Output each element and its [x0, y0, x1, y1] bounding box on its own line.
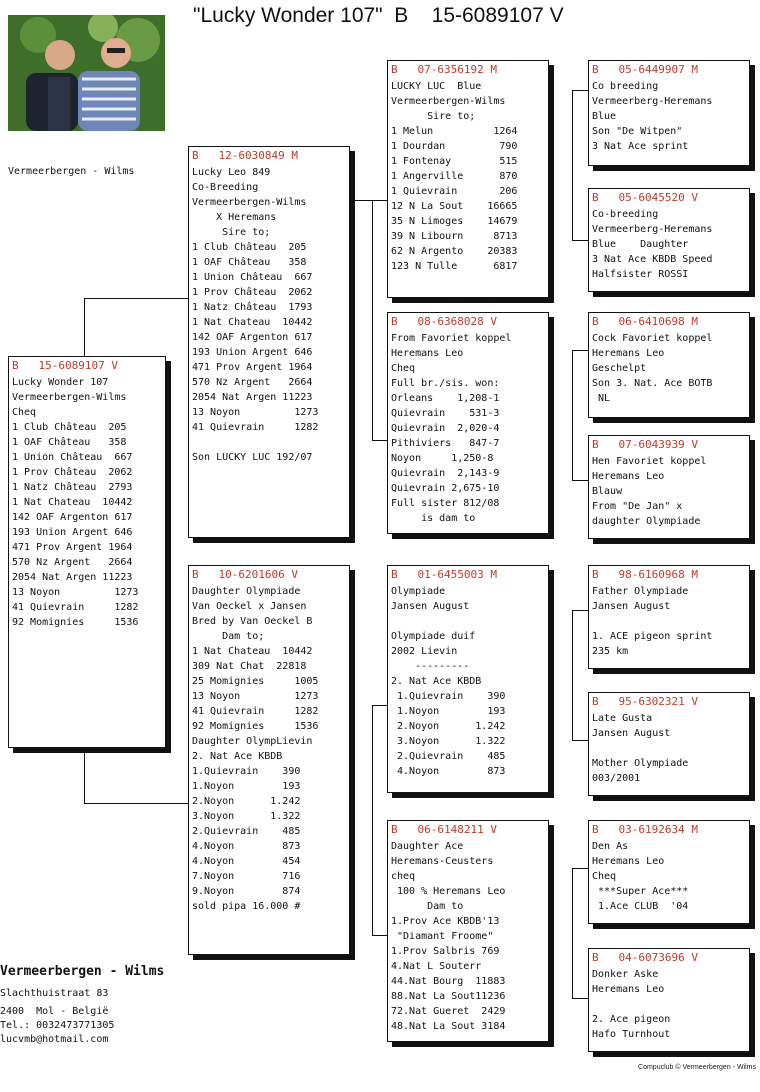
pedigree-box-sire [188, 146, 350, 538]
pedigree-line: Olympiade [391, 586, 446, 597]
pedigree-line: Sire to; [391, 111, 476, 122]
pedigree-line: Blue [592, 111, 617, 122]
pedigree-line: Cheq [12, 407, 37, 418]
pedigree-box-sss [588, 60, 750, 166]
pedigree-line: Lucky Wonder 107 [12, 377, 109, 388]
connector-dam-dd [372, 935, 388, 937]
pedigree-line: 1.Quievrain 390 [391, 691, 506, 702]
pedigree-line: 2.Noyon 1.242 [192, 796, 301, 807]
connector-main-dam [84, 747, 189, 804]
pedigree-line: Full sister 812/08 [391, 498, 500, 509]
pedigree-line: 1 Club Château 205 [12, 422, 127, 433]
pedigree-line: 1 Nat Chateau 10442 [192, 646, 313, 657]
pedigree-box-sds [588, 312, 750, 418]
ring-number: B 95-6302321 V [592, 695, 698, 708]
ring-number: B 08-6368028 V [391, 315, 497, 328]
pedigree-line [391, 614, 545, 629]
pedigree-line: 471 Prov Argent 1964 [192, 362, 313, 373]
ring-number: B 05-6045520 V [592, 191, 698, 204]
pedigree-line: 142 OAF Argenton 617 [192, 332, 313, 343]
pedigree-line: Donker Aske [592, 969, 659, 980]
pedigree-line: 62 N Argento 20383 [391, 246, 518, 257]
pedigree-line: Bred by Van Oeckel B [192, 616, 313, 627]
pedigree-line: 1 OAF Château 358 [12, 437, 127, 448]
pedigree-line: 1 OAF Château 358 [192, 257, 307, 268]
connector-ss-sss [572, 90, 588, 92]
pedigree-line: 1 Natz Château 2793 [12, 482, 133, 493]
pedigree-line: Vermeerbergen-Wilms [391, 96, 506, 107]
pedigree-line: Daughter Olympiade [192, 586, 301, 597]
pedigree-line: 13 Noyon 1273 [12, 587, 139, 598]
pedigree-line: 1.Noyon 193 [192, 781, 301, 792]
pedigree-line: Dam to [391, 901, 464, 912]
pedigree-line: 1 Union Château 667 [192, 272, 313, 283]
pedigree-line: Lucky Leo 849 [192, 167, 271, 178]
pedigree-line: Cheq [592, 871, 617, 882]
connector-sire-sd [372, 440, 388, 442]
pedigree-line: Noyon 1,250-8 [391, 453, 494, 464]
connector-ds-dsd [572, 740, 588, 742]
pedigree-line: 72.Nat Gueret 2429 [391, 1006, 506, 1017]
pedigree-line: 2.Noyon 1.242 [391, 721, 506, 732]
pedigree-line: 570 Nz Argent 2664 [12, 557, 133, 568]
pedigree-line: 12 N La Sout 16665 [391, 201, 518, 212]
pedigree-line: Son 3. Nat. Ace BOTB [592, 378, 713, 389]
connector-ds-split [572, 610, 574, 740]
pedigree-box-ss [387, 60, 549, 298]
pedigree-line: 41 Quievrain 1282 [12, 602, 139, 613]
pedigree-line: NL [592, 393, 611, 404]
pedigree-box-dds [588, 820, 750, 924]
breeders-photo-image [8, 15, 165, 131]
pedigree-line: Son "De Witpen" [592, 126, 683, 137]
pedigree-box-dss [588, 565, 750, 669]
connector-sd-sds [572, 350, 588, 352]
pedigree-line: Daughter OlympLievin [192, 736, 313, 747]
pedigree-box-ddd [588, 948, 750, 1052]
pedigree-box-ssd [588, 188, 750, 292]
pedigree-line: Late Gusta [592, 713, 653, 724]
pedigree-line: 9.Noyon 874 [192, 886, 301, 897]
pedigree-line: 1 Dourdan 790 [391, 141, 518, 152]
pedigree-line: Quievrain 531-3 [391, 408, 500, 419]
pedigree-line: 1 Fontenay 515 [391, 156, 518, 167]
pedigree-line: 1 Club Château 205 [192, 242, 307, 253]
connector-sd-split [572, 350, 574, 480]
pedigree-line: 92 Momignies 1536 [12, 617, 139, 628]
pedigree-box-sd [387, 312, 549, 534]
pedigree-line: 1.Noyon 193 [391, 706, 506, 717]
pedigree-line: Geschelpt [592, 363, 647, 374]
pedigree-line: 2054 Nat Argen 11223 [12, 572, 133, 583]
pedigree-line: 4.Nat L Souterr [391, 961, 482, 972]
pedigree-line: Van Oeckel x Jansen [192, 601, 307, 612]
breeder-name: Vermeerbergen - Wilms [0, 964, 165, 979]
pedigree-box-dam [188, 565, 350, 955]
pedigree-line: Hafo Turnhout [592, 1029, 671, 1040]
pedigree-line: ***Super Ace*** [592, 886, 689, 897]
pedigree-line: Hen Favoriet koppel [592, 456, 707, 467]
pedigree-line: 92 Momignies 1536 [192, 721, 319, 732]
pedigree-line: 1 Prov Château 2062 [12, 467, 133, 478]
pedigree-line: 1 Nat Chateau 10442 [192, 317, 313, 328]
pedigree-line: 1 Melun 1264 [391, 126, 518, 137]
breeder-email[interactable]: lucvmb@hotmail.com [0, 1034, 109, 1045]
breeder-city: 2400 Mol - België [0, 1006, 109, 1017]
owner-label: Vermeerbergen - Wilms [8, 166, 135, 177]
connector-dam-ds [372, 705, 388, 707]
pedigree-line: 2002 Lievin [391, 646, 458, 657]
pedigree-line: Cheq [391, 363, 416, 374]
ring-number: B 06-6410698 M [592, 315, 698, 328]
pedigree-line: Quievrain 2,675-10 [391, 483, 500, 494]
pedigree-line: Heremans Leo [592, 348, 665, 359]
ring-number: B 05-6449907 M [592, 63, 698, 76]
pedigree-line: 570 Nz Argent 2664 [192, 377, 313, 388]
pedigree-line: cheq [391, 871, 416, 882]
pedigree-line: Vermeerbergen-Wilms [192, 197, 307, 208]
page-title: "Lucky Wonder 107" B 15-6089107 V [193, 4, 564, 27]
breeders-photo [8, 15, 165, 131]
connector-ds-dss [572, 610, 588, 612]
pedigree-line: Heremans Leo [592, 984, 665, 995]
footer-credit: Compuclub © Vermeerbergen - Wilms [638, 1064, 756, 1071]
pedigree-line: 35 N Limoges 14679 [391, 216, 518, 227]
pedigree-line: 2.Quievrain 485 [192, 826, 301, 837]
pedigree-line [192, 435, 346, 450]
pedigree-line: 1. ACE pigeon sprint [592, 631, 713, 642]
pedigree-line: Blue Daughter [592, 239, 689, 250]
pedigree-line: 41 Quievrain 1282 [192, 706, 319, 717]
pedigree-line: Jansen August [391, 601, 470, 612]
pedigree-line: 123 N Tulle 6817 [391, 261, 518, 272]
pedigree-line: Dam to; [192, 631, 265, 642]
pedigree-line: 1.Prov Salbris 769 [391, 946, 500, 957]
pedigree-line: 4.Noyon 454 [192, 856, 301, 867]
pedigree-line: 1.Quievrain 390 [192, 766, 301, 777]
connector-dd-dds [572, 868, 588, 870]
pedigree-line: Vermeerbergen-Wilms [12, 392, 127, 403]
pedigree-line: 100 % Heremans Leo [391, 886, 506, 897]
pedigree-line [592, 614, 746, 629]
pedigree-line: 003/2001 [592, 773, 641, 784]
ring-number: B 15-6089107 V [12, 359, 118, 372]
pedigree-line: Quievrain 2,143-9 [391, 468, 500, 479]
pedigree-line: 193 Union Argent 646 [192, 347, 313, 358]
pedigree-line: Orleans 1,208-1 [391, 393, 500, 404]
pedigree-line: Co-Breeding [192, 182, 259, 193]
pedigree-line [592, 741, 746, 756]
pedigree-line: 4.Noyon 873 [391, 766, 506, 777]
pedigree-line: Jansen August [592, 601, 671, 612]
pedigree-box-main [8, 356, 166, 748]
pedigree-line: 2. Nat Ace KBDB [192, 751, 283, 762]
pedigree-line: Cock Favoriet koppel [592, 333, 713, 344]
pedigree-line: Jansen August [592, 728, 671, 739]
pedigree-line: Sire to; [192, 227, 271, 238]
pedigree-line: daughter Olympiade [592, 516, 701, 527]
pedigree-line: Den As [592, 841, 629, 852]
pedigree-line: 4.Noyon 873 [192, 841, 301, 852]
pedigree-line: Olympiade duif [391, 631, 476, 642]
pedigree-line: X Heremans [192, 212, 277, 223]
pedigree-line: 1 Quievrain 206 [391, 186, 518, 197]
pedigree-line: 1 Angerville 870 [391, 171, 518, 182]
pedigree-line: 471 Prov Argent 1964 [12, 542, 133, 553]
ring-number: B 06-6148211 V [391, 823, 497, 836]
pedigree-line: 44.Nat Bourg 11883 [391, 976, 506, 987]
pedigree-line: Son LUCKY LUC 192/07 [192, 452, 313, 463]
connector-dam-split [372, 705, 374, 935]
pedigree-line: Pithiviers 847-7 [391, 438, 500, 449]
pedigree-line [592, 997, 746, 1012]
pedigree-line: Daughter Ace [391, 841, 464, 852]
pedigree-line: sold pipa 16.000 # [192, 901, 301, 912]
pedigree-line: Heremans Leo [391, 348, 464, 359]
pedigree-line: Blauw [592, 486, 623, 497]
pedigree-line: Co-breeding [592, 209, 659, 220]
pedigree-line: 2054 Nat Argen 11223 [192, 392, 313, 403]
pedigree-line: 1 Natz Château 1793 [192, 302, 313, 313]
pedigree-line: Quievrain 2,020-4 [391, 423, 500, 434]
ring-number: B 12-6030849 M [192, 149, 298, 162]
ring-number: B 04-6073696 V [592, 951, 698, 964]
pedigree-line: 2. Ace pigeon [592, 1014, 671, 1025]
pedigree-line: 1 Prov Château 2062 [192, 287, 313, 298]
pedigree-line: From "De Jan" x [592, 501, 683, 512]
pedigree-line: 7.Noyon 716 [192, 871, 301, 882]
pedigree-line: Heremans-Ceusters [391, 856, 494, 867]
pedigree-line: 3.Noyon 1.322 [192, 811, 301, 822]
breeder-phone: Tel.: 0032473771305 [0, 1020, 115, 1031]
pedigree-line: --------- [391, 661, 470, 672]
pedigree-line: 3 Nat Ace sprint [592, 141, 689, 152]
breeder-street: Slachthuistraat 83 [0, 988, 109, 999]
pedigree-box-sdd [588, 435, 750, 539]
pedigree-line: 142 OAF Argenton 617 [12, 512, 133, 523]
connector-dd-split [572, 868, 574, 998]
pedigree-line: 193 Union Argent 646 [12, 527, 133, 538]
pedigree-line: 1.Prov Ace KBDB'13 [391, 916, 500, 927]
pedigree-line: 3.Noyon 1.322 [391, 736, 506, 747]
pedigree-box-dd [387, 820, 549, 1042]
ring-number: B 10-6201606 V [192, 568, 298, 581]
pedigree-line: 41 Quievrain 1282 [192, 422, 319, 433]
pedigree-line: 3 Nat Ace KBDB Speed [592, 254, 713, 265]
pedigree-line: "Diamant Froome" [391, 931, 494, 942]
ring-number: B 01-6455003 M [391, 568, 497, 581]
pedigree-line: 88.Nat La Sout11236 [391, 991, 506, 1002]
pedigree-line: 13 Noyon 1273 [192, 407, 319, 418]
pedigree-line: 1 Union Château 667 [12, 452, 133, 463]
pedigree-line: 13 Noyon 1273 [192, 691, 319, 702]
pedigree-line: 39 N Libourn 8713 [391, 231, 518, 242]
pedigree-line: 25 Momignies 1005 [192, 676, 319, 687]
pedigree-line: is dam to [391, 513, 476, 524]
pedigree-line: From Favoriet koppel [391, 333, 512, 344]
ring-number: B 07-6043939 V [592, 438, 698, 451]
pedigree-line: Full br./sis. won: [391, 378, 500, 389]
pedigree-box-dsd [588, 692, 750, 796]
pedigree-line: 2. Nat Ace KBDB [391, 676, 482, 687]
pedigree-line: 1.Ace CLUB '04 [592, 901, 689, 912]
connector-dd-ddd [572, 998, 588, 1000]
pedigree-line: Halfsister ROSSI [592, 269, 689, 280]
pedigree-line: Vermeerberg-Heremans [592, 224, 713, 235]
pedigree-line: 309 Nat Chat 22818 [192, 661, 307, 672]
connector-ss-split [572, 90, 574, 240]
pedigree-line: 48.Nat La Sout 3184 [391, 1021, 506, 1032]
connector-main-sire [84, 298, 189, 359]
ring-number: B 07-6356192 M [391, 63, 497, 76]
pedigree-line: LUCKY LUC Blue [391, 81, 482, 92]
pedigree-line: Mother Olympiade [592, 758, 689, 769]
ring-number: B 03-6192634 M [592, 823, 698, 836]
connector-sd-sdd [572, 480, 588, 482]
pedigree-line: Co breeding [592, 81, 659, 92]
pedigree-box-ds [387, 565, 549, 793]
ring-number: B 98-6160968 M [592, 568, 698, 581]
pedigree-line: 235 km [592, 646, 629, 657]
pedigree-line: 1 Nat Chateau 10442 [12, 497, 133, 508]
pedigree-line: Vermeerberg-Heremans [592, 96, 713, 107]
pedigree-line: Heremans Leo [592, 471, 665, 482]
pedigree-line: 2.Quievrain 485 [391, 751, 506, 762]
pedigree-line: Father Olympiade [592, 586, 689, 597]
pedigree-line: Heremans Leo [592, 856, 665, 867]
connector-ss-ssd [572, 240, 588, 242]
